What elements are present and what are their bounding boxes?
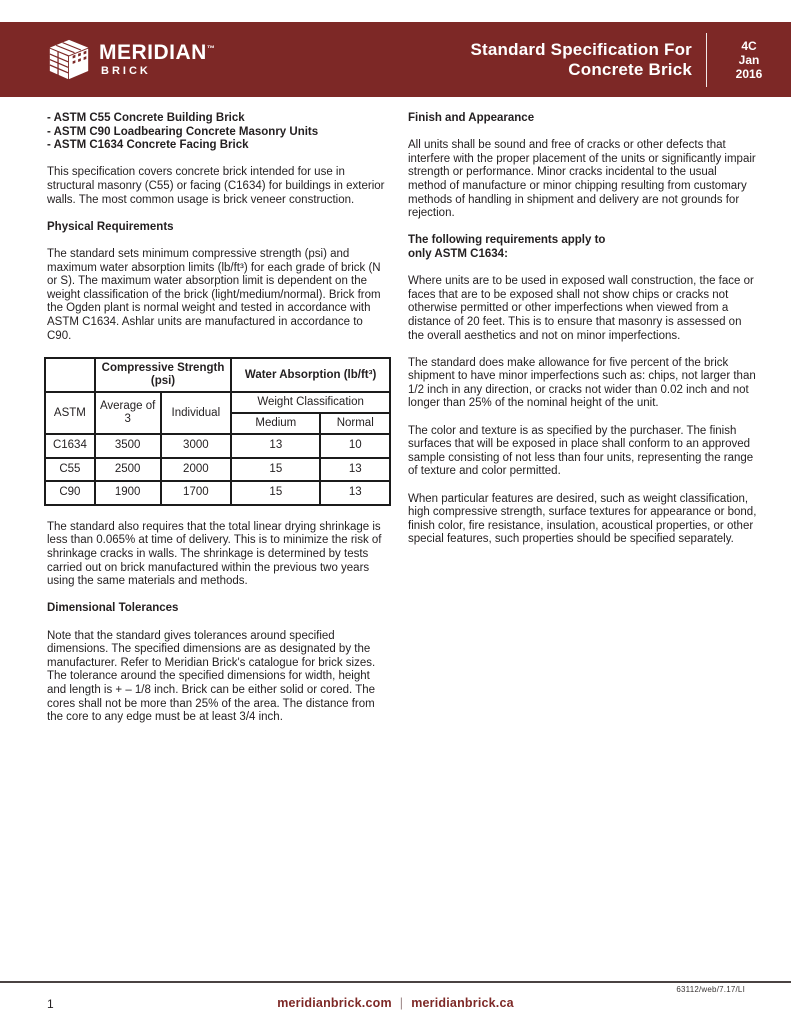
c1634-heading-line-2: only ASTM C1634: (408, 247, 508, 260)
brand-wordmark (99, 42, 215, 77)
standards-list (47, 112, 390, 153)
page-footer (0, 981, 791, 1024)
doc-code: 63112/web/7.17/LI (676, 985, 745, 994)
finish-appearance-paragraph: All units shall be sound and free of cracks or other defects that interfere with the proper placement of the units or significantly impair strength or performance. Minor cracks incidental to the usual method of manufacture or minor chipping resulting from customary methods of handling in shipment and delivery are not grounds for rejection. (408, 139, 756, 220)
doc-ref (707, 39, 791, 81)
doc-ref-month: Jan (738, 52, 760, 67)
finish-appearance-heading: Finish and Appearance (408, 112, 535, 124)
table-header-compressive: Compressive Strength (psi) (95, 358, 231, 392)
website-link-com[interactable]: meridianbrick.com (277, 996, 392, 1010)
page-title (215, 40, 706, 80)
intro-paragraph: This specification covers concrete brick intended for use in structural masonry (C55) or facing (C1634) for buildings in exterior walls. The most common usage is brick veneer construction. (47, 166, 385, 206)
physical-requirements-table (44, 357, 391, 506)
table-cell: 13 (320, 481, 390, 505)
table-cell: 13 (231, 434, 320, 458)
c1634-paragraph-2: The standard does make allowance for five percent of the brick shipment to have minor imperfections such as: chips, not larger than 1/2 inch in any direction, or cracks not wider than 0.02 inch and not longer than 25% of the nominal height of the unit. (408, 356, 756, 410)
standards-item: - ASTM C1634 Concrete Facing Brick (47, 139, 249, 152)
table-cell: 15 (231, 458, 320, 482)
trademark-symbol: ™ (206, 44, 216, 53)
table-header-individual: Individual (161, 392, 232, 434)
footer-row (0, 996, 791, 1012)
table-header-weight-classification: Weight Classification (231, 392, 390, 413)
title-line-1: Standard Specification For (470, 39, 692, 59)
doc-ref-year: 2016 (735, 66, 763, 81)
document-body (0, 97, 791, 738)
table-header-water: Water Absorption (lb/ft³) (231, 358, 390, 392)
page-number: 1 (47, 997, 54, 1011)
table-cell: 3500 (95, 434, 161, 458)
table-group-header-row (45, 358, 390, 392)
table-header-average: Average of 3 (95, 392, 161, 434)
table-cell: C90 (45, 481, 95, 505)
table-cell: C55 (45, 458, 95, 482)
table-row (45, 481, 390, 505)
column-gap (390, 112, 408, 738)
c1634-paragraph-1: Where units are to be used in exposed wall construction, the face or faces that are to be exposed shall not show chips or cracks not otherwise permitted or other imperfections when viewed from a distance of 20 feet. This is to ensure that masonry is assessed on the overall aesthetics and not on minor imperfections. (408, 275, 754, 342)
table-subheader-row (45, 392, 390, 413)
table-empty-cell (45, 358, 95, 392)
website-separator: | (399, 996, 404, 1010)
doc-ref-code: 4C (741, 38, 757, 53)
table-cell: 15 (231, 481, 320, 505)
table-cell: 2500 (95, 458, 161, 482)
table-cell: 2000 (161, 458, 232, 482)
standards-item: - ASTM C90 Loadbearing Concrete Masonry Units (47, 125, 319, 138)
brand-sub: BRICK (101, 65, 151, 77)
title-line-2: Concrete Brick (568, 59, 692, 79)
shrinkage-paragraph: The standard also requires that the total linear drying shrinkage is less than 0.065% at time of delivery. This is to minimize the risk of shrinkage cracks in walls. The shrinkage is determined by tests carried out on brick manufactured within the previous two years using the same materials and methods. (47, 520, 382, 588)
c1634-paragraph-4: When particular features are desired, such as weight classification, high compressive strength, surface textures for appearance or bond, finish color, fire resistance, insulation, acoustical properties, or other special features, such properties should be specified separately. (408, 492, 757, 546)
physical-requirements-paragraph: The standard sets minimum compressive strength (psi) and maximum water absorption limits (lb/ft³) for each grade of brick (N or S). The maximum water absorption limit is dependent on the weight classification of the brick (light/medium/normal). Brick from the Ogden plant is normal weight and tested in accordance with ASTM C1634. Ashlar units are manufactured in accordance to C90. (47, 247, 381, 342)
meridian-brick-logo-icon (47, 39, 91, 81)
physical-requirements-heading: Physical Requirements (47, 220, 174, 233)
dimensional-tolerances-paragraph: Note that the standard gives tolerances around specified dimensions. The specified dimensions are as designated by the manufacturer. Refer to Meridian Brick's catalogue for brick sizes. The tolerance around the specified dimensions for width, height and length is + – 1/8 inch. Brick can be either solid or cored. The cores shall not be more than 25% of the area. The distance from the core to any edge must be at least 3/4 inch. (47, 629, 376, 724)
table-row (45, 458, 390, 482)
website-link-ca[interactable]: meridianbrick.ca (411, 996, 514, 1010)
table-row (45, 434, 390, 458)
c1634-heading-line-1: The following requirements apply to (408, 234, 606, 247)
table-cell: 10 (320, 434, 390, 458)
table-cell: C1634 (45, 434, 95, 458)
table-header-medium: Medium (231, 413, 320, 434)
table-cell: 1700 (161, 481, 232, 505)
dimensional-tolerances-heading: Dimensional Tolerances (47, 602, 179, 615)
brand-name: MERIDIAN™ (99, 41, 216, 64)
table-header-astm: ASTM (45, 392, 95, 434)
table-cell: 3000 (161, 434, 232, 458)
left-column (47, 112, 390, 738)
table-cell: 1900 (95, 481, 161, 505)
c1634-requirements-heading (408, 234, 757, 261)
c1634-paragraph-3: The color and texture is as specified by the purchaser. The finish surfaces that will be exposed in place shall conform to an approved sample consisting of not less than four units, representing the range of texture and color permitted. (408, 424, 754, 478)
standards-item: - ASTM C55 Concrete Building Brick (47, 112, 245, 124)
right-column (408, 112, 757, 738)
website-links (0, 996, 791, 1010)
table-cell: 13 (320, 458, 390, 482)
brand-logo (47, 39, 215, 81)
table-header-normal: Normal (320, 413, 390, 434)
header-band (0, 22, 791, 97)
